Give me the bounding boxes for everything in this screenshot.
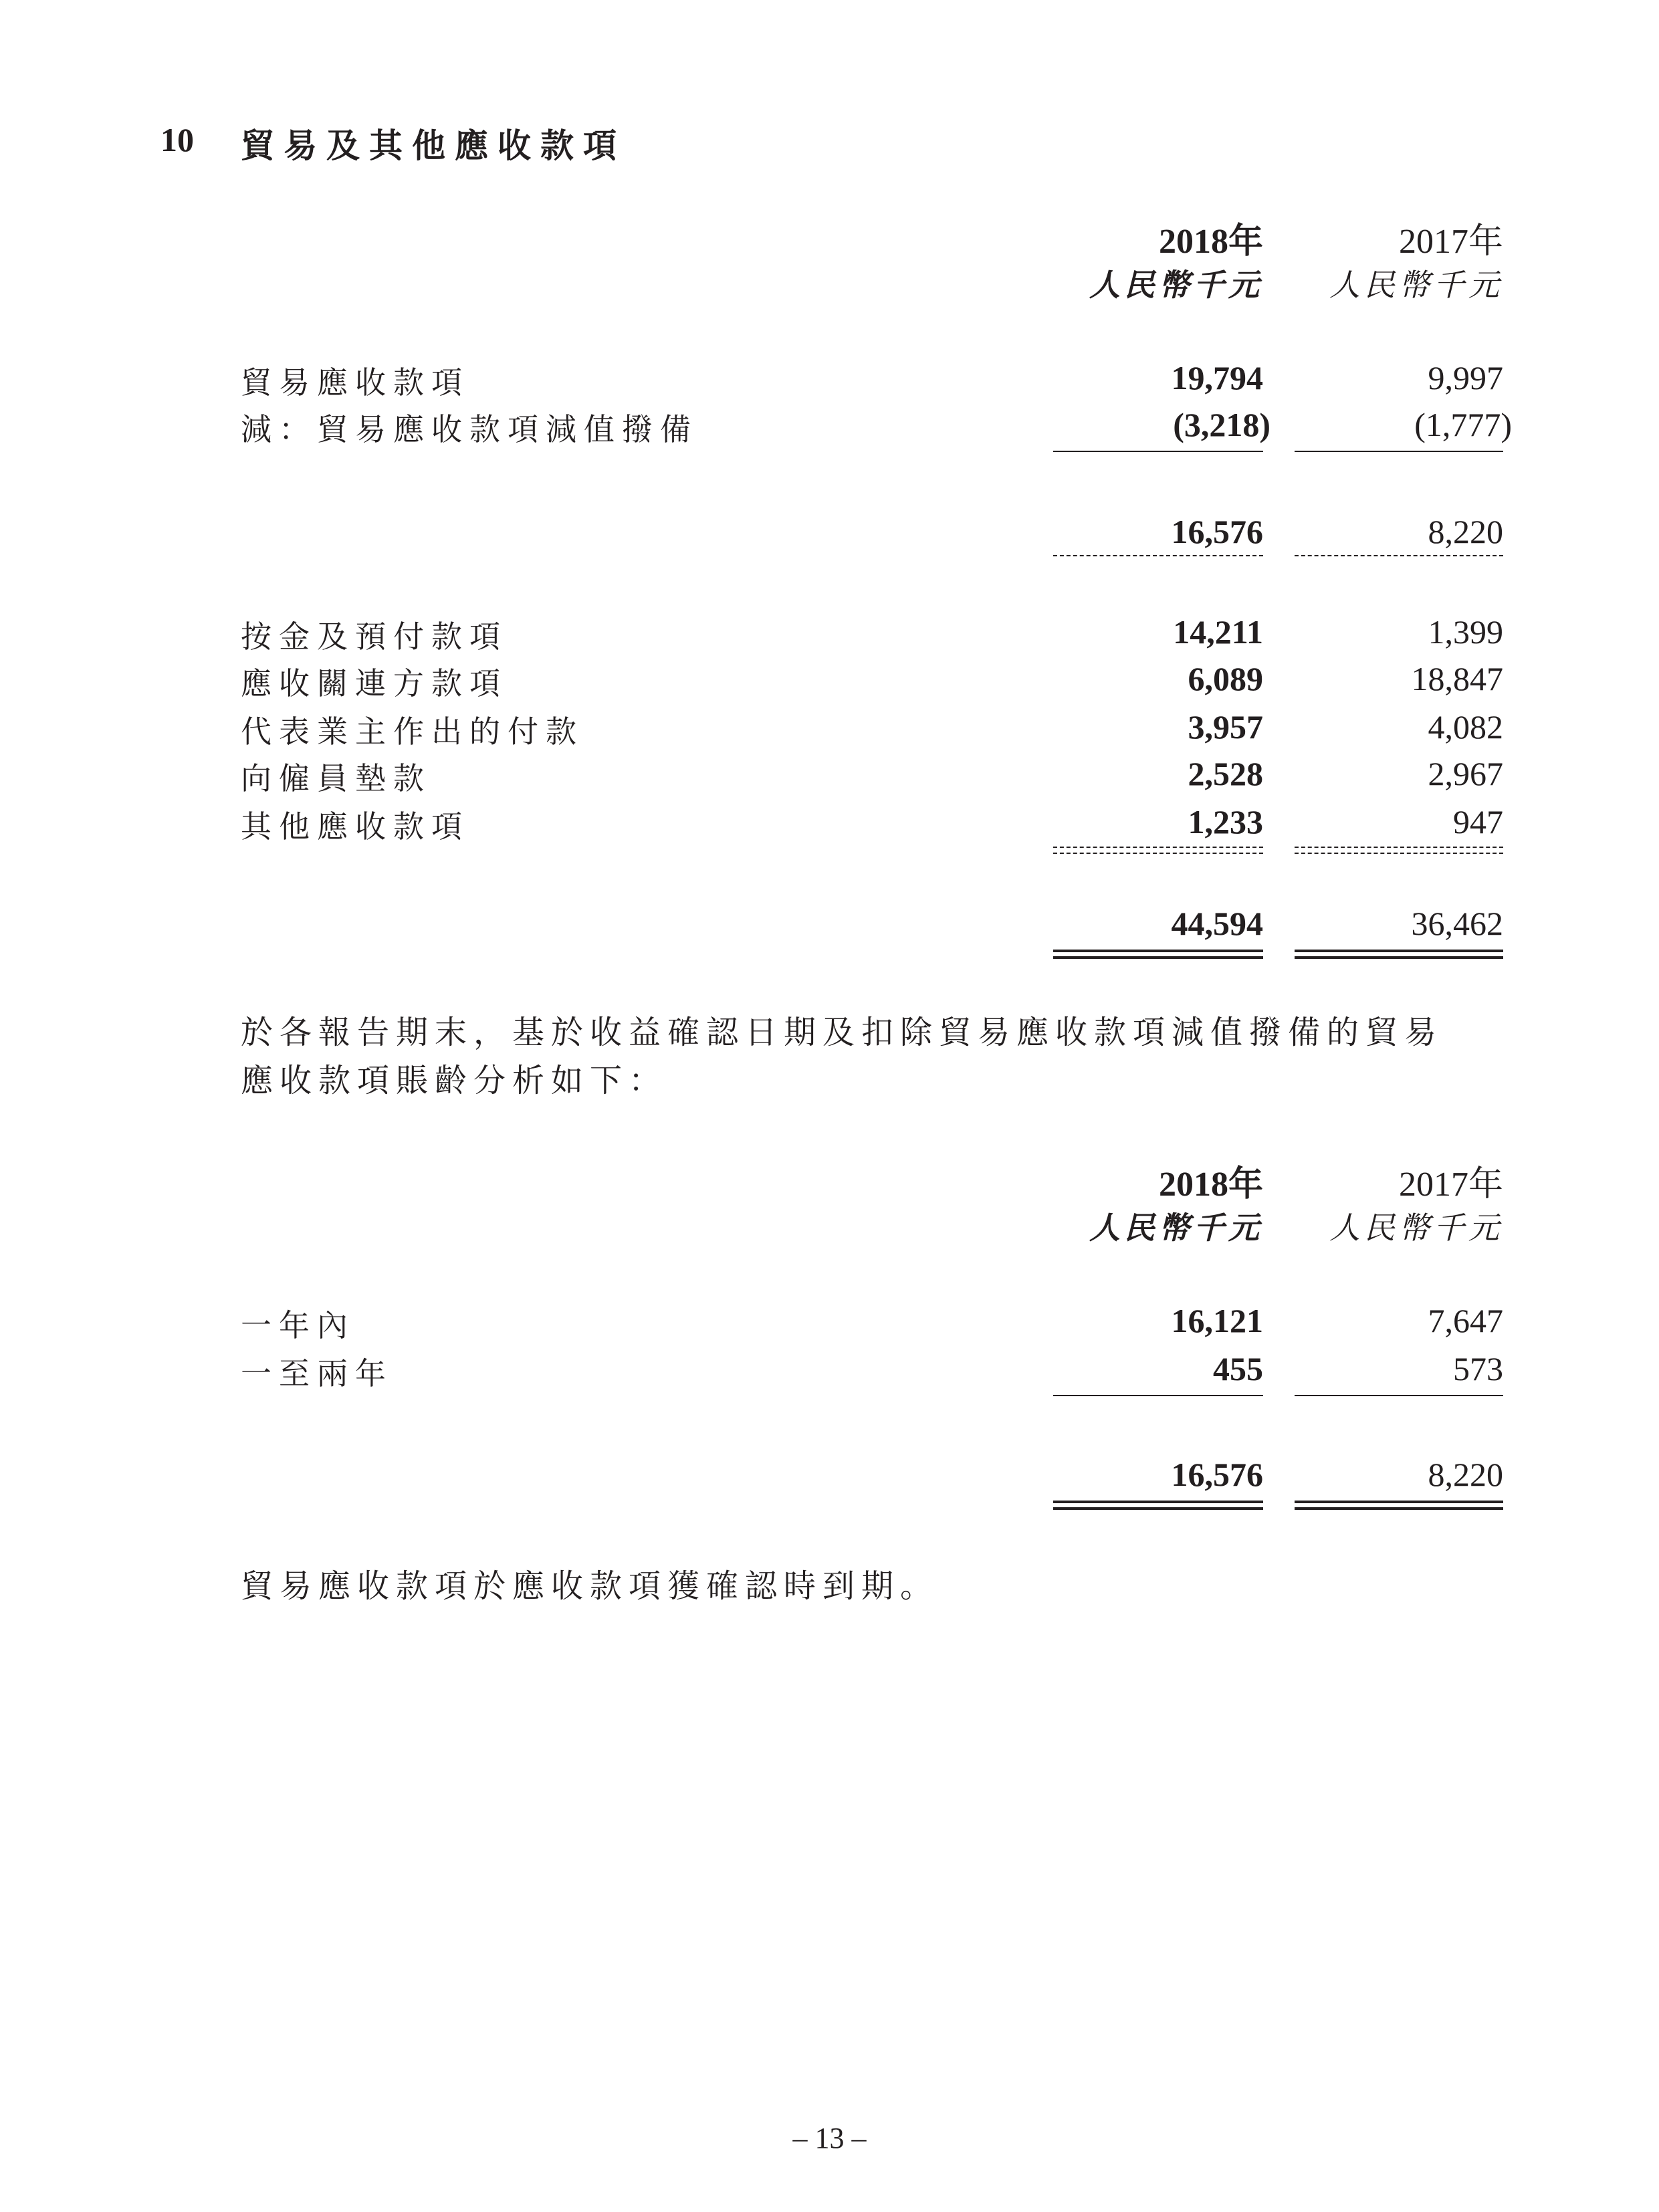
table-row-label: 貿易應收款項	[241, 364, 469, 401]
table1-year-2017: 2017年	[1398, 223, 1503, 261]
table-row-value-2017: 573	[1453, 1350, 1503, 1388]
table2-year-2018: 2018年	[1158, 1166, 1263, 1204]
rule-dashed	[1053, 847, 1263, 848]
rule-double	[1295, 950, 1503, 959]
table-row-value-2018: 19,794	[1171, 359, 1263, 397]
rule-subtotal	[1053, 451, 1263, 452]
rule-dashed	[1295, 847, 1503, 848]
section-title: 貿易及其他應收款項	[241, 126, 626, 165]
table-row-label: 其他應收款項	[241, 808, 469, 845]
table-row-value-2017: 7,647	[1428, 1302, 1503, 1339]
subtotal-value-2018: 16,576	[1171, 513, 1263, 550]
rule-subtotal	[1053, 1395, 1263, 1396]
table2-unit-2017: 人民幣千元	[1329, 1210, 1503, 1246]
table-row-value-2017: 18,847	[1411, 660, 1503, 697]
total-value-2018: 44,594	[1171, 905, 1263, 942]
table-row-value-2017: 947	[1453, 803, 1503, 841]
table-row-label: 向僱員墊款	[241, 760, 431, 796]
rule-subtotal	[1295, 1395, 1503, 1396]
table-row-label: 代表業主作出的付款	[241, 713, 584, 750]
section-number: 10	[160, 121, 194, 158]
rule-double	[1295, 1501, 1503, 1510]
table1-unit-2018: 人民幣千元	[1089, 267, 1263, 303]
paragraph-line-1: 於各報告期末，基於收益確認日期及扣除貿易應收款項減值撥備的貿易	[241, 1014, 1444, 1051]
table-row-label: 一年內	[241, 1307, 355, 1343]
table-row-value-2018: 3,957	[1188, 708, 1263, 746]
note-text: 貿易應收款項於應收款項獲確認時到期。	[241, 1567, 939, 1605]
total-value-2018: 16,576	[1171, 1456, 1263, 1493]
rule-dashed	[1053, 555, 1263, 556]
table-row-value-2018: 1,233	[1188, 803, 1263, 841]
table-row-value-2017: 2,967	[1428, 755, 1503, 792]
table2-unit-2018: 人民幣千元	[1089, 1210, 1263, 1246]
table1-year-2018: 2018年	[1158, 223, 1263, 261]
table1-unit-2017: 人民幣千元	[1329, 267, 1503, 303]
rule-dashed	[1295, 853, 1503, 854]
page-number: – 13 –	[792, 2122, 867, 2154]
subtotal-value-2017: 8,220	[1428, 513, 1503, 550]
table-row-value-2017: (1,777)	[1414, 406, 1512, 443]
rule-double	[1053, 950, 1263, 959]
table2-year-2017: 2017年	[1398, 1166, 1503, 1204]
rule-dashed	[1053, 853, 1263, 854]
rule-double	[1053, 1501, 1263, 1510]
table-row-value-2018: 6,089	[1188, 660, 1263, 697]
table-row-label: 一至兩年	[241, 1355, 393, 1392]
total-value-2017: 8,220	[1428, 1456, 1503, 1493]
table-row-value-2017: 1,399	[1428, 613, 1503, 651]
rule-dashed	[1295, 555, 1503, 556]
rule-subtotal	[1295, 451, 1503, 452]
table-row-label: 應收關連方款項	[241, 665, 508, 701]
table-row-value-2018: 2,528	[1188, 755, 1263, 792]
table-row-value-2018: 14,211	[1173, 613, 1263, 651]
table-row-value-2018: (3,218)	[1173, 406, 1270, 443]
table-row-label: 減：貿易應收款項減值撥備	[241, 411, 698, 447]
table-row-label: 按金及預付款項	[241, 619, 508, 655]
table-row-value-2017: 4,082	[1428, 708, 1503, 746]
table-row-value-2017: 9,997	[1428, 359, 1503, 397]
total-value-2017: 36,462	[1411, 905, 1503, 942]
table-row-value-2018: 455	[1213, 1350, 1263, 1388]
paragraph-line-2: 應收款項賬齡分析如下：	[241, 1062, 668, 1099]
table-row-value-2018: 16,121	[1171, 1302, 1263, 1339]
